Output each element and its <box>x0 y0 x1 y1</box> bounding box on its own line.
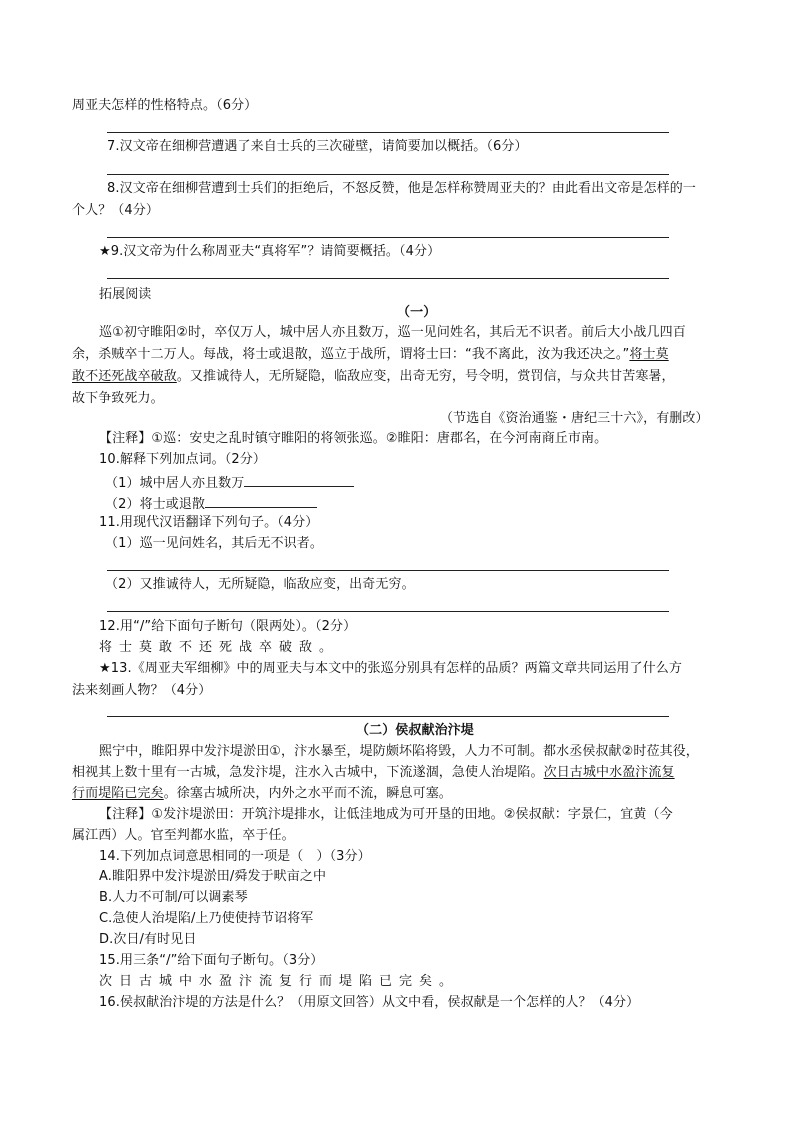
question-11-item1: （1）巡一见问姓名，其后无不识者。 <box>105 536 323 551</box>
passage2-title: （二）侯叔献治汴堤 <box>356 723 474 738</box>
blank-answer <box>205 494 317 508</box>
answer-line-q6 <box>107 132 669 133</box>
passage2-note-line2: 属江西）人。官至判都水监，卒于任。 <box>72 828 295 843</box>
question-16: 16.侯叔献治汴堤的方法是什么？（用原文回答）从文中看，侯叔献是一个怎样的人？（4分） <box>99 995 640 1010</box>
question-7: 7.汉文帝在细柳营遭遇了来自士兵的三次碰壁，请简要加以概括。（6分） <box>107 139 528 154</box>
answer-line-q9 <box>107 278 669 279</box>
underlined-sentence: 行而堤陷已完矣 <box>72 786 164 801</box>
passage1-line2: 余，杀贼卒十二万人。每战，将士或退散，巡立于战所，谓将士曰：“我不离此，汝为我还决之。”将士莫 <box>72 347 669 362</box>
question-14-option-a: A.睢阳界中发汴堤淤田/舜发于畎亩之中 <box>99 869 327 884</box>
question-14: 14.下列加点词意思相同的一项是（ ）（3分） <box>99 849 371 864</box>
passage1-title: （一） <box>397 305 437 320</box>
answer-line-q11-2 <box>107 611 669 612</box>
question-11-item2: （2）又推诚待人，无所疑隐，临敌应变，出奇无穷。 <box>105 577 415 592</box>
passage2-line3: 行而堤陷已完矣。徐塞古城所决，内外之水平而不流，瞬息可塞。 <box>72 786 452 801</box>
answer-line-q7 <box>107 174 669 175</box>
answer-line-q8 <box>107 237 669 238</box>
answer-line-q13 <box>107 716 669 717</box>
passage2-note-line1: 【注释】①发汴堤淤田：开筑汴堤排水，让低洼地成为可开垦的田地。②侯叔献：字景仁，宜黄（今 <box>99 807 673 822</box>
question-14-option-d: D.次日/有时见日 <box>99 932 197 947</box>
question-10: 10.解释下列加点词。（2分） <box>99 452 266 467</box>
section-heading: 拓展阅读 <box>99 287 152 302</box>
answer-line-q11-1 <box>107 570 669 571</box>
passage2-line1: 熙宁中，睢阳界中发汴堤淤田①，汴水暴至，堤防颇坏陷将毁，人力不可制。都水丞侯叔献②时莅其役， <box>99 744 699 759</box>
question-14-option-c: C.急使人治堤陷/上乃使使持节诏将军 <box>99 911 314 926</box>
question-15: 15.用三条“/”给下面句子断句。（3分） <box>99 953 324 968</box>
question-12-sentence: 将士莫敢不还死战卒破敌。 <box>99 640 340 655</box>
passage1-line3: 敢不还死战卒破敌。又推诚待人，无所疑隐，临敌应变，出奇无穷，号令明，赏罚信，与众共甘苦寒暑， <box>72 369 675 384</box>
question-8-line2: 个人？（4分） <box>72 203 159 218</box>
passage1-line1: 巡①初守睢阳②时，卒仅万人，城中居人亦且数万，巡一见问姓名，其后无不识者。前后大小战几四百 <box>99 325 686 340</box>
question-14-option-b: B.人力不可制/可以调素琴 <box>99 890 248 905</box>
underlined-sentence: 将士莫 <box>629 347 669 362</box>
question-8-line1: 8.汉文帝在细柳营遭到士兵们的拒绝后，不怒反赞，他是怎样称赞周亚夫的？由此看出文帝是怎样的一 <box>107 181 697 196</box>
passage1-note: 【注释】①巡：安史之乱时镇守睢阳的将领张巡。②睢阳：唐郡名，在今河南商丘市南。 <box>99 431 608 446</box>
underlined-sentence: 次日古城中水盈汴流复 <box>543 765 675 780</box>
underlined-sentence: 敢不还死战卒破敌 <box>72 369 177 384</box>
question-9: ★9.汉文帝为什么称周亚夫“真将军”？请简要概括。（4分） <box>99 244 441 259</box>
passage1-source: （节选自《资治通鉴・唐纪三十六》，有删改） <box>440 411 709 426</box>
q6-continuation: 周亚夫怎样的性格特点。（6分） <box>72 98 258 113</box>
blank-answer <box>244 473 354 487</box>
passage1-line4: 故下争致死力。 <box>72 391 164 406</box>
question-13-line1: ★13.《周亚夫军细柳》中的周亚夫与本文中的张巡分别具有怎样的品质？两篇文章共同运用了什么方 <box>99 661 682 676</box>
question-10-item1: （1）城中居人亦且数万 <box>105 473 354 492</box>
question-10-item2: （2）将士或退散 <box>105 494 317 513</box>
question-12: 12.用“/”给下面句子断句（限两处）。（2分） <box>99 619 357 634</box>
question-11: 11.用现代汉语翻译下列句子。（4分） <box>99 515 319 530</box>
question-13-line2: 法来刻画人物？（4分） <box>72 683 212 698</box>
question-15-sentence: 次日古城中水盈汴流复行而堤陷已完矣。 <box>99 974 460 989</box>
passage2-line2: 相视其上数十里有一古城，急发汴堤，注水入古城中，下流遂涸，急使人治堤陷。次日古城中水盈汴流复 <box>72 765 675 780</box>
